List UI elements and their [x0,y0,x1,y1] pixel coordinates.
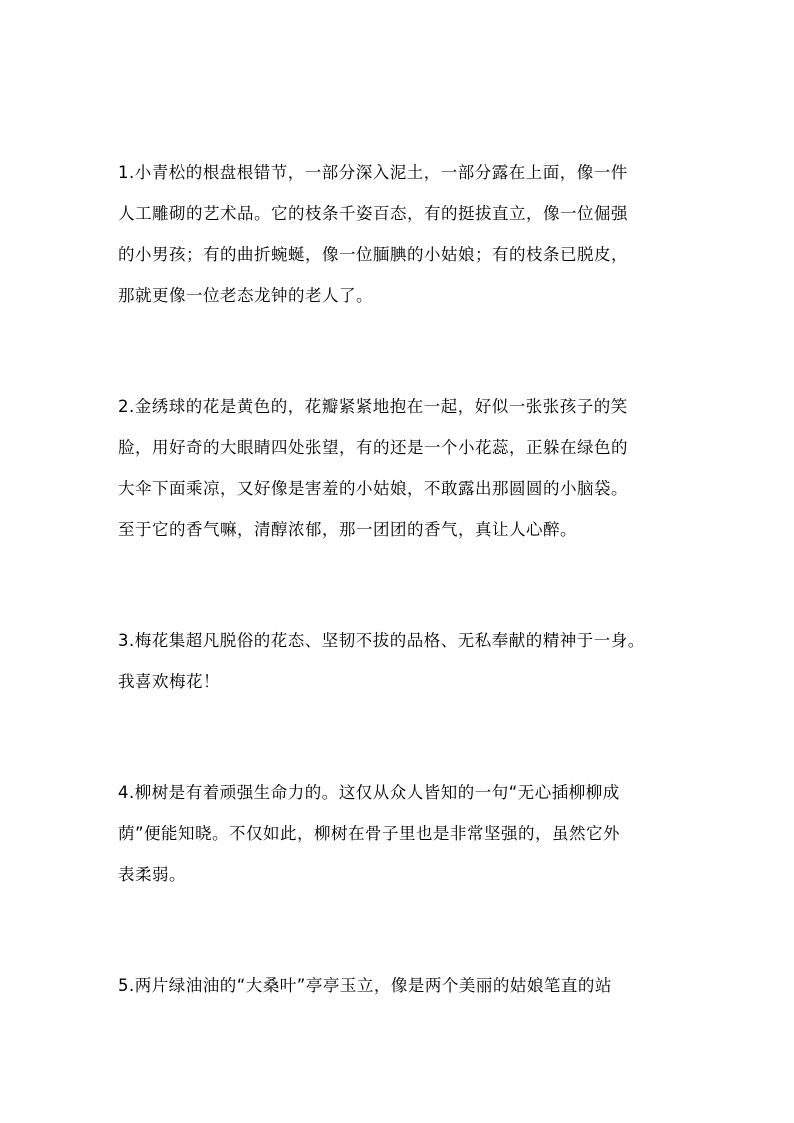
paragraph-line: 4.柳树是有着顽强生命力的。这仅从众人皆知的一句“无心插柳柳成 [118,783,620,802]
paragraph-line: 脸，用好奇的大眼睛四处张望，有的还是一个小花蕊，正躲在绿色的 [118,438,628,457]
paragraph-line: 3.梅花集超凡脱俗的花态、坚韧不拔的品格、无私奉献的精神于一身。 [118,631,645,650]
paragraph-line: 荫”便能知晓。不仅如此，柳树在骨子里也是非常坚强的，虽然它外 [118,824,621,843]
paragraph-2 [118,386,678,550]
paragraph-line: 那就更像一位老态龙钟的老人了。 [118,286,373,305]
paragraph-1 [118,152,678,316]
paragraph-line: 我喜欢梅花！ [118,672,220,691]
paragraph-5 [118,965,678,1006]
paragraph-line: 的小男孩；有的曲折蜿蜒，像一位腼腆的小姑娘；有的枝条已脱皮， [118,245,628,264]
paragraph-line: 1.小青松的根盘根错节，一部分深入泥土，一部分露在上面，像一件 [118,163,628,182]
paragraph-line: 大伞下面乘凉，又好像是害羞的小姑娘，不敢露出那圆圆的小脑袋。 [118,479,628,498]
paragraph-4 [118,772,678,895]
paragraph-3 [118,620,678,702]
paragraph-line: 表柔弱。 [118,865,186,884]
paragraph-line: 人工雕砌的艺术品。它的枝条千姿百态，有的挺拔直立，像一位倔强 [118,204,628,223]
paragraph-line: 2.金绣球的花是黄色的，花瓣紧紧地抱在一起，好似一张张孩子的笑 [118,397,628,416]
paragraph-line: 至于它的香气嘛，清醇浓郁，那一团团的香气，真让人心醉。 [118,520,577,539]
paragraph-line: 5.两片绿油油的“大桑叶”亭亭玉立，像是两个美丽的姑娘笔直的站 [118,976,612,995]
